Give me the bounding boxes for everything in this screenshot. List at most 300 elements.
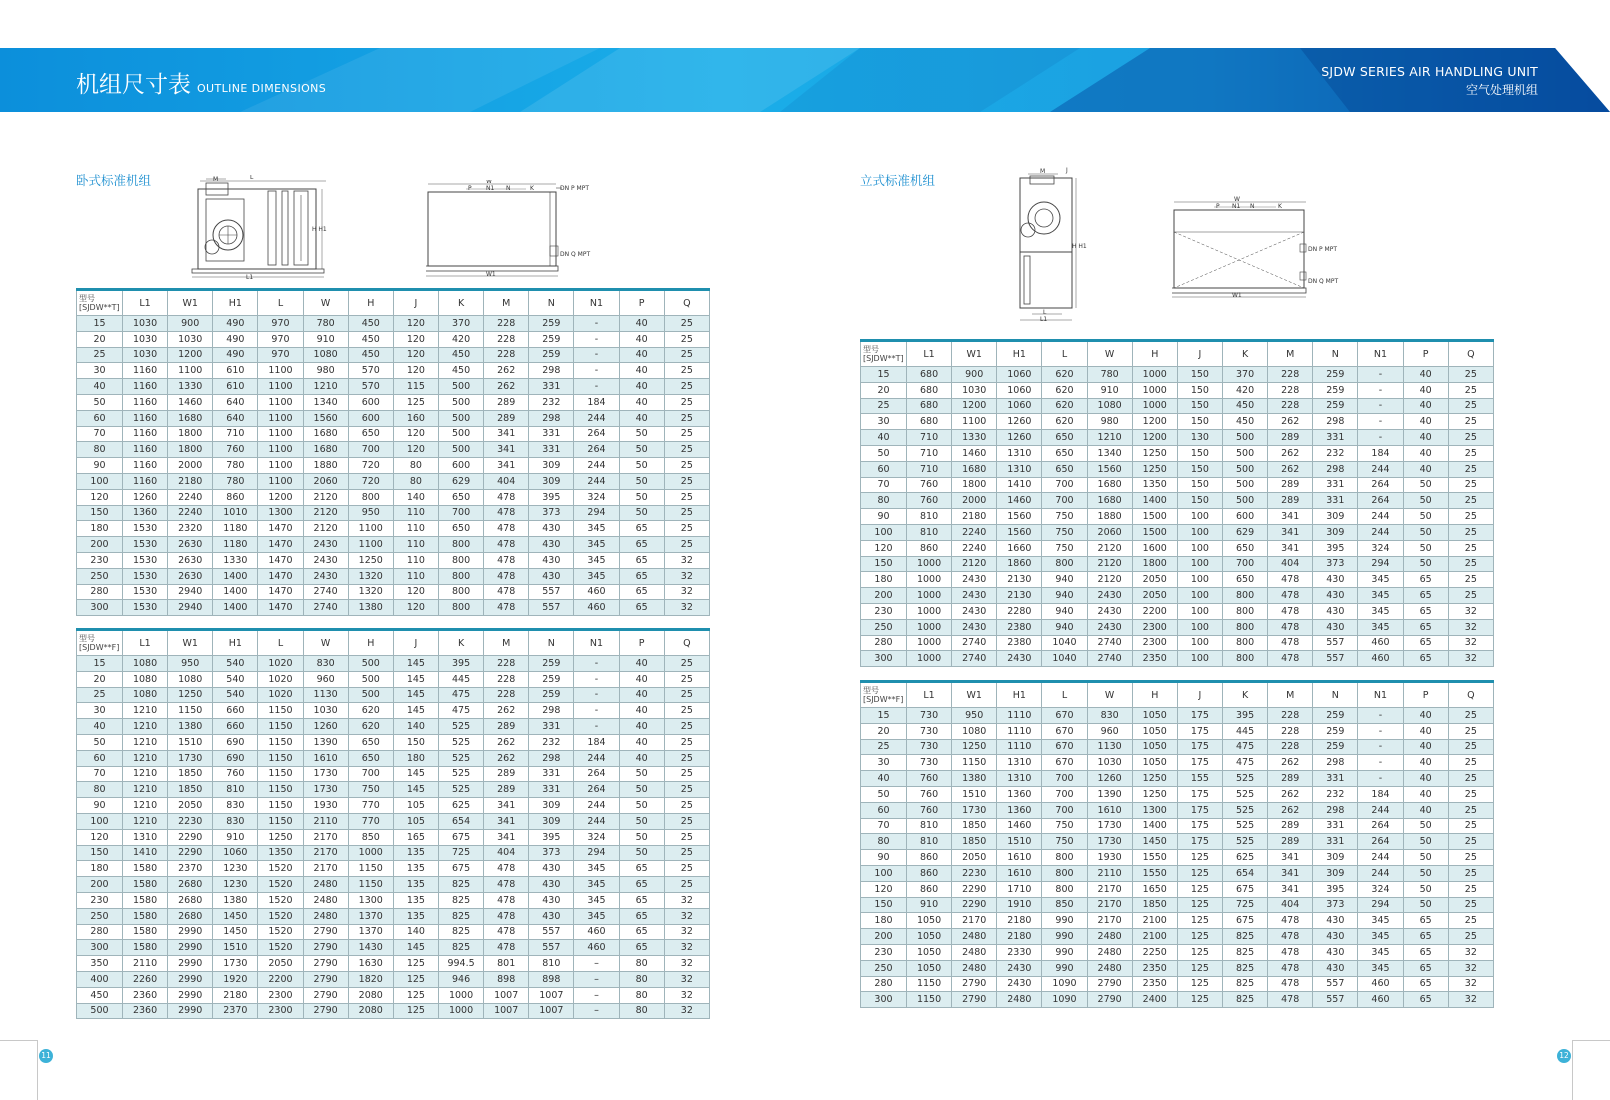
dimension-cell: 341 [1268,865,1313,881]
series-title-en: SJDW SERIES AIR HANDLING UNIT [1321,64,1538,79]
dimension-cell: 25 [1448,524,1493,540]
dimension-cell: 110 [393,552,438,568]
dimension-cell: 25 [664,347,709,363]
dimension-cell: 800 [1042,556,1087,572]
dimension-cell: 294 [574,505,619,521]
dimension-cell: 460 [1358,976,1403,992]
model-cell: 100 [861,865,907,881]
page-title-en: OUTLINE DIMENSIONS [197,82,327,95]
dimension-cell: 1730 [952,802,997,818]
dimension-cell: 1470 [258,600,303,616]
dimension-cell: 1060 [997,367,1042,383]
dimension-cell: 228 [484,347,529,363]
dimension-cell: 1320 [348,584,393,600]
dimension-cell: 65 [1403,913,1448,929]
dimension-cell: 1330 [952,430,997,446]
table-row [77,363,710,379]
dimension-cell: 135 [393,877,438,893]
dimension-cell: 540 [213,687,258,703]
dimension-cell: 2360 [123,987,168,1003]
dimension-cell: 309 [529,798,574,814]
table-row [77,584,710,600]
dimension-cell: 960 [1087,723,1132,739]
dimension-cell: 700 [1042,802,1087,818]
dimension-cell: 341 [484,458,529,474]
dimension-cell: 2170 [1087,913,1132,929]
column-header-h: H [348,290,393,316]
dimension-cell: 600 [438,458,483,474]
dimension-cell: 700 [1042,786,1087,802]
dimension-cell: 420 [438,331,483,347]
dimension-cell: 1250 [1132,771,1177,787]
dimension-cell: 100 [1177,540,1222,556]
dimension-cell: 262 [1268,802,1313,818]
dimension-cell: 175 [1177,739,1222,755]
table-row [861,708,1494,724]
svg-text:L: L [1043,309,1047,316]
dimension-cell: 1040 [1042,651,1087,667]
model-cell: 80 [861,493,907,509]
dimension-cell: 690 [213,750,258,766]
model-cell: 250 [77,908,123,924]
dimension-cell: 373 [529,505,574,521]
dimension-cell: 650 [438,489,483,505]
dimension-cell: 1310 [997,755,1042,771]
dimension-cell: 970 [258,347,303,363]
dimension-cell: 500 [1222,493,1267,509]
table-row [77,734,710,750]
dimension-cell: 2990 [168,956,213,972]
dimension-cell: 1800 [168,426,213,442]
dimension-cell: 750 [1042,509,1087,525]
dimension-cell: 850 [348,829,393,845]
svg-text:M: M [1040,168,1046,175]
model-cell: 300 [77,600,123,616]
dimension-cell: 557 [529,600,574,616]
dimension-cell: 125 [393,987,438,1003]
dimension-cell: 404 [1268,897,1313,913]
dimension-cell: 640 [213,410,258,426]
model-cell: 80 [861,834,907,850]
table-row [77,703,710,719]
dimension-cell: 1150 [258,798,303,814]
table-row [861,913,1494,929]
dimension-cell: 25 [1448,445,1493,461]
column-header-q: Q [1448,682,1493,708]
dimension-cell: 145 [393,703,438,719]
dimension-cell: 1150 [258,703,303,719]
dimension-cell: 259 [529,331,574,347]
dimension-cell: 309 [1313,865,1358,881]
dimension-cell: 331 [529,379,574,395]
dimension-cell: 65 [1403,619,1448,635]
header-banner [0,48,1610,112]
dimension-cell: 478 [1268,588,1313,604]
dimension-cell: 800 [438,537,483,553]
dimension-cell: 1850 [952,834,997,850]
table-row [77,537,710,553]
dimension-cell: 1400 [213,568,258,584]
table-row [77,892,710,908]
dimension-cell: 898 [484,971,529,987]
dimension-cell: 2940 [168,600,213,616]
dimension-cell: 1300 [348,892,393,908]
model-cell: 50 [861,445,907,461]
dimension-cell: 262 [484,379,529,395]
dimension-cell: 65 [619,940,664,956]
dimension-cell: 40 [1403,802,1448,818]
column-header-h1: H1 [213,630,258,656]
model-cell: 40 [77,379,123,395]
dimension-cell: 478 [484,584,529,600]
dimension-cell: 700 [1222,556,1267,572]
dimension-cell: 1200 [1132,414,1177,430]
dimension-cell: 2120 [952,556,997,572]
table-row [861,834,1494,850]
dimension-cell: 345 [1358,588,1403,604]
dimension-cell: 341 [484,813,529,829]
dimension-cell: 1260 [1087,771,1132,787]
dimension-cell: 478 [484,552,529,568]
dimension-cell: 1160 [123,394,168,410]
dimension-cell: 25 [1448,897,1493,913]
dimension-cell: 557 [1313,635,1358,651]
table-row [77,687,710,703]
dimension-cell: 1650 [1132,881,1177,897]
svg-text:W1: W1 [486,271,496,278]
dimension-cell: 2050 [952,850,997,866]
dimension-cell: 478 [484,537,529,553]
dimension-cell: 2740 [952,635,997,651]
dimension-cell: 373 [1313,556,1358,572]
model-cell: 90 [77,798,123,814]
dimension-cell: 525 [1222,802,1267,818]
crop-mark-left-v [37,1040,38,1100]
dimension-cell: 700 [1042,493,1087,509]
table-row [77,442,710,458]
table-row [77,426,710,442]
dimension-cell: 25 [664,442,709,458]
column-header-w1: W1 [952,682,997,708]
dimension-cell: 500 [1222,477,1267,493]
table-row [77,568,710,584]
svg-text:N1: N1 [486,185,495,192]
table-row [861,477,1494,493]
dimension-cell: 345 [574,861,619,877]
dimension-cell: 720 [348,458,393,474]
dimension-cell: 1000 [1132,367,1177,383]
dimension-cell: 50 [1403,834,1448,850]
dimension-cell: - [1358,755,1403,771]
dimension-cell: 2320 [168,521,213,537]
horizontal-t-dimension-table [76,288,710,616]
model-cell: 230 [861,603,907,619]
dimension-cell: 25 [664,331,709,347]
dimension-cell: 2260 [123,971,168,987]
dimension-cell: 478 [1268,992,1313,1008]
model-cell: 50 [77,734,123,750]
column-header-w: W [1087,682,1132,708]
svg-text:W1: W1 [1232,292,1242,299]
dimension-cell: 331 [1313,771,1358,787]
dimension-cell: 780 [213,473,258,489]
dimension-cell: 1310 [997,461,1042,477]
dimension-cell: 640 [213,394,258,410]
dimension-cell: 341 [484,442,529,458]
dimension-cell: 490 [213,331,258,347]
dimension-cell: 1007 [529,1003,574,1019]
svg-text:L1: L1 [246,274,254,281]
dimension-cell: 395 [529,829,574,845]
dimension-cell: 150 [1177,477,1222,493]
dimension-cell: 345 [574,521,619,537]
dimension-cell: 1150 [348,861,393,877]
dimension-cell: 184 [1358,445,1403,461]
dimension-cell: 660 [213,703,258,719]
vertical-t-dimension-table [860,339,1494,667]
dimension-cell: 25 [664,656,709,672]
dimension-cell: 2000 [168,458,213,474]
dimension-cell: 1180 [213,537,258,553]
dimension-cell: 135 [393,892,438,908]
dimension-cell: 800 [1042,850,1087,866]
dimension-cell: 1080 [952,723,997,739]
dimension-cell: 25 [664,829,709,845]
dimension-cell: 65 [1403,976,1448,992]
dimension-cell: 50 [619,845,664,861]
dimension-cell: 289 [1268,771,1313,787]
dimension-cell: 825 [438,924,483,940]
dimension-cell: 2290 [952,881,997,897]
model-cell: 150 [861,556,907,572]
dimension-cell: 825 [438,940,483,956]
dimension-cell: 1580 [123,940,168,956]
model-cell: 450 [77,987,123,1003]
dimension-cell: 125 [1177,897,1222,913]
dimension-cell: 145 [393,766,438,782]
dimension-cell: 25 [1448,708,1493,724]
dimension-cell: 25 [1448,572,1493,588]
dimension-cell: 970 [258,316,303,332]
dimension-cell: 1850 [1132,897,1177,913]
dimension-cell: 1110 [997,723,1042,739]
dimension-cell: 1560 [1087,461,1132,477]
dimension-cell: - [574,347,619,363]
model-cell: 80 [77,782,123,798]
dimension-cell: 120 [393,347,438,363]
dimension-cell: 25 [1448,723,1493,739]
dimension-cell: 430 [529,568,574,584]
dimension-cell: 570 [348,363,393,379]
dimension-cell: 32 [1448,619,1493,635]
dimension-cell: 65 [619,924,664,940]
dimension-cell: 341 [1268,881,1313,897]
horizontal-f-dimension-table [76,628,710,1019]
dimension-cell: 309 [529,473,574,489]
model-cell: 230 [77,552,123,568]
column-header-l: L [1042,341,1087,367]
crop-mark-right-v [1572,1040,1573,1100]
dimension-cell: 1050 [1132,723,1177,739]
column-header-h1: H1 [997,682,1042,708]
dimension-cell: 175 [1177,708,1222,724]
dimension-cell: 244 [1358,509,1403,525]
dimension-cell: 750 [1042,818,1087,834]
dimension-cell: 40 [619,331,664,347]
dimension-cell: 1080 [123,656,168,672]
dimension-cell: 145 [393,782,438,798]
dimension-cell: 65 [619,584,664,600]
dimension-cell: 620 [348,703,393,719]
table-row [77,671,710,687]
dimension-cell: 445 [438,671,483,687]
dimension-cell: 2110 [1087,865,1132,881]
dimension-cell: 130 [1177,430,1222,446]
dimension-cell: 1040 [1042,635,1087,651]
column-header-j: J [1177,682,1222,708]
table-row [77,347,710,363]
horizontal-unit-side-drawing [188,175,338,287]
dimension-cell: 478 [1268,603,1313,619]
table-row [77,798,710,814]
dimension-cell: 500 [348,671,393,687]
dimension-cell: 175 [1177,802,1222,818]
dimension-cell: 110 [393,505,438,521]
dimension-cell: 2050 [168,798,213,814]
table-row [77,908,710,924]
dimension-cell: - [574,703,619,719]
dimension-cell: 25 [1448,509,1493,525]
dimension-cell: 980 [1087,414,1132,430]
dimension-cell: 1100 [168,363,213,379]
dimension-cell: 25 [1448,430,1493,446]
dimension-cell: 40 [1403,461,1448,477]
column-header-n1: N1 [574,630,619,656]
dimension-cell: 289 [484,766,529,782]
column-header-n: N [529,630,574,656]
dimension-cell: 331 [529,782,574,798]
column-header-l1: L1 [123,290,168,316]
dimension-cell: 50 [619,766,664,782]
table-row [861,739,1494,755]
model-cell: 25 [77,347,123,363]
table-row [77,489,710,505]
dimension-cell: 475 [438,703,483,719]
dimension-cell: 1260 [997,430,1042,446]
horizontal-unit-front-drawing [426,180,616,284]
vertical-unit-side-drawing [1010,166,1090,326]
dimension-cell: 370 [438,316,483,332]
dimension-cell: 228 [1268,739,1313,755]
dimension-cell: - [1358,708,1403,724]
dimension-cell: 25 [1448,367,1493,383]
dimension-cell: 135 [393,845,438,861]
dimension-cell: 700 [1042,771,1087,787]
column-header-q: Q [1448,341,1493,367]
dimension-cell: 65 [619,521,664,537]
dimension-cell: 670 [1042,739,1087,755]
dimension-cell: 898 [529,971,574,987]
dimension-cell: 800 [438,552,483,568]
dimension-cell: 1030 [1087,755,1132,771]
dimension-cell: 1560 [997,524,1042,540]
dimension-cell: 40 [1403,708,1448,724]
dimension-cell: 145 [393,940,438,956]
dimension-cell: 1390 [303,734,348,750]
table-header-row [861,682,1494,708]
dimension-cell: 2430 [303,537,348,553]
dimension-cell: 730 [907,708,952,724]
dimension-cell: 125 [1177,976,1222,992]
dimension-cell: 298 [1313,802,1358,818]
dimension-cell: 2120 [303,521,348,537]
model-cell: 150 [77,845,123,861]
dimension-cell: 262 [484,750,529,766]
dimension-cell: 478 [484,924,529,940]
dimension-cell: 125 [1177,929,1222,945]
dimension-cell: 294 [1358,556,1403,572]
vertical-unit-title: 立式标准机组 [860,173,936,188]
table-row [861,619,1494,635]
dimension-cell: - [1358,398,1403,414]
dimension-cell: 1000 [907,635,952,651]
dimension-cell: 50 [1403,881,1448,897]
dimension-cell: 2250 [1132,944,1177,960]
dimension-cell: 1210 [123,798,168,814]
column-header-j: J [393,290,438,316]
dimension-cell: 50 [619,473,664,489]
dimension-cell: 373 [1313,897,1358,913]
dimension-cell: 700 [438,505,483,521]
dimension-cell: 1300 [1132,802,1177,818]
dimension-cell: 65 [1403,992,1448,1008]
dimension-cell: 25 [664,458,709,474]
dimension-cell: 2790 [952,992,997,1008]
dimension-cell: 2170 [303,829,348,845]
svg-text:DN P MPT: DN P MPT [1308,246,1338,253]
dimension-cell: 460 [574,600,619,616]
dimension-cell: 2290 [168,829,213,845]
dimension-cell: 125 [393,956,438,972]
dimension-cell: 1050 [907,944,952,960]
series-title [1321,64,1538,98]
table-header-row [861,341,1494,367]
table-row [77,379,710,395]
column-header-m: M [1268,341,1313,367]
dimension-cell: 160 [393,410,438,426]
dimension-cell: 40 [619,316,664,332]
table-row [861,635,1494,651]
dimension-cell: 150 [1177,445,1222,461]
dimension-cell: 1460 [952,445,997,461]
model-cell: 150 [861,897,907,913]
dimension-cell: 2790 [1087,976,1132,992]
dimension-cell: 2380 [997,619,1042,635]
dimension-cell: 760 [213,442,258,458]
dimension-cell: 2350 [1132,651,1177,667]
dimension-cell: 345 [1358,572,1403,588]
dimension-cell: 25 [664,394,709,410]
model-cell: 200 [77,877,123,893]
dimension-cell: 2740 [303,584,348,600]
dimension-cell: 1510 [213,940,258,956]
column-header-h1: H1 [213,290,258,316]
dimension-cell: 1380 [213,892,258,908]
dimension-cell: 570 [348,379,393,395]
dimension-cell: 32 [664,552,709,568]
dimension-cell: 478 [1268,635,1313,651]
table-row [861,992,1494,1008]
